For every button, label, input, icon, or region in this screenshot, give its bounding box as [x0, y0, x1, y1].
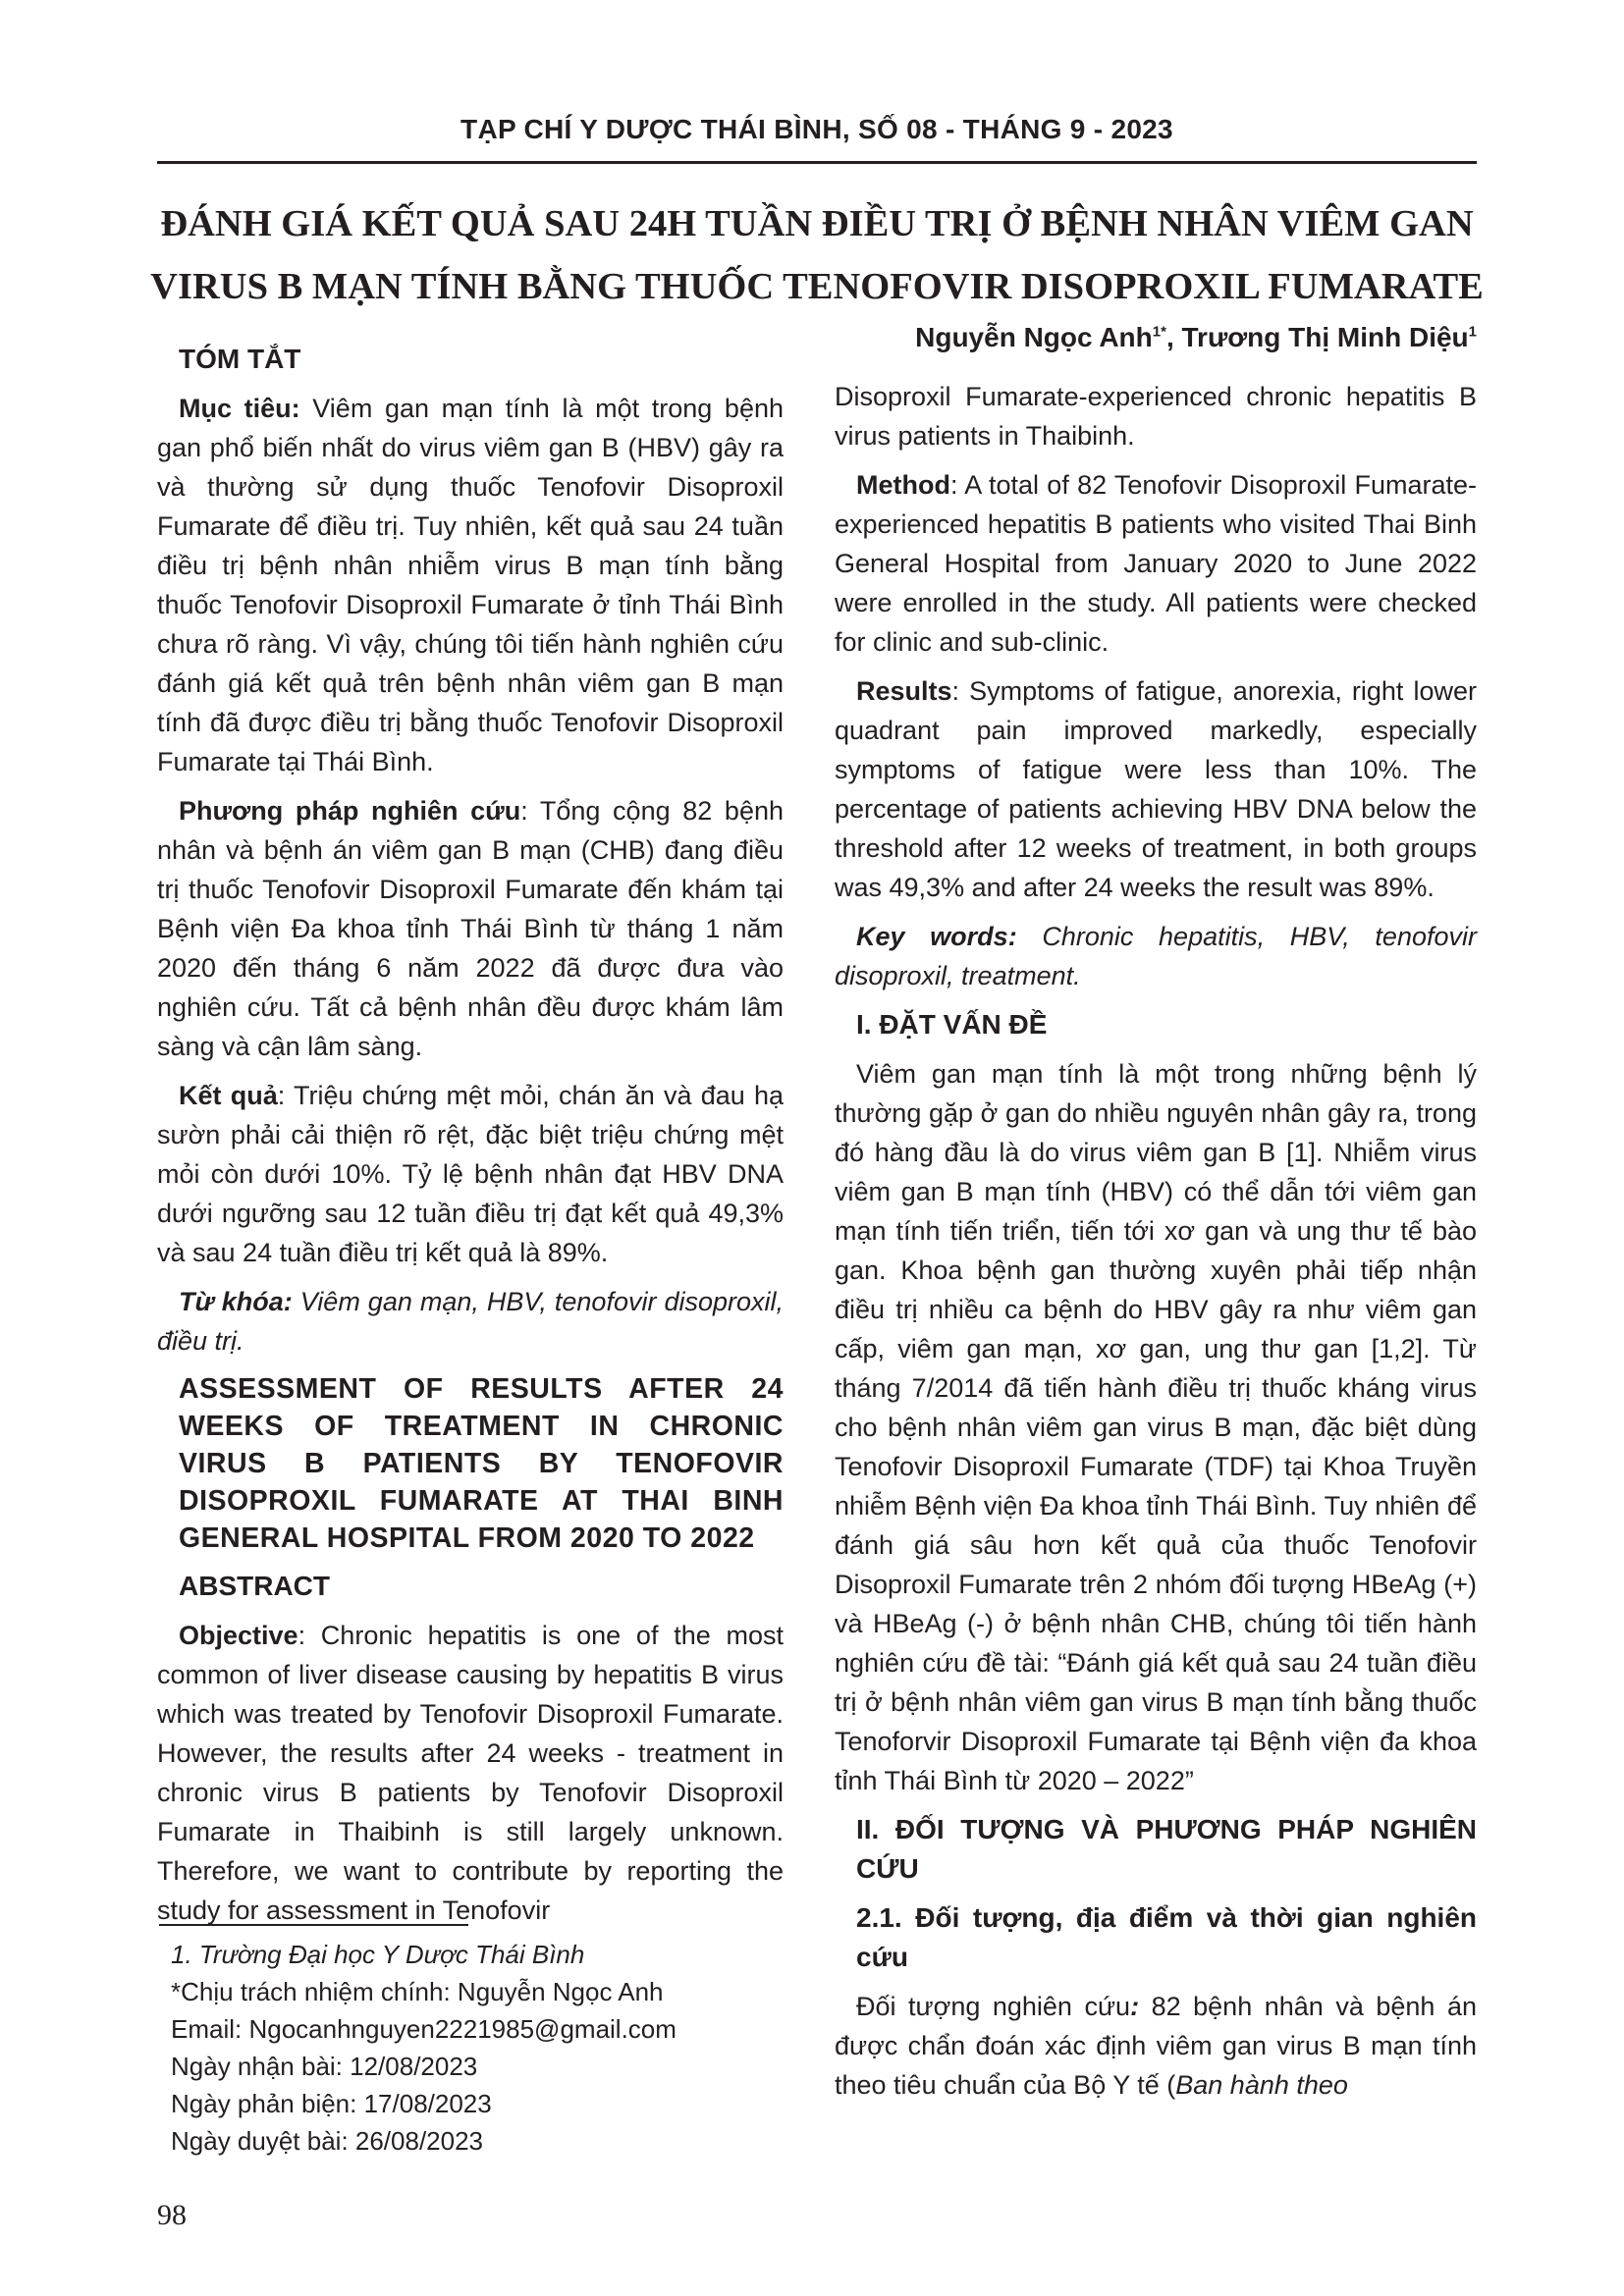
en-keywords-paragraph: [835, 917, 1477, 995]
result-paragraph: [157, 1076, 784, 1272]
en-keywords-label: Key words:: [856, 922, 1017, 951]
footnote-reviewed: Ngày phản biện: 17/08/2023: [171, 2089, 492, 2118]
en-method-text: : A total of 82 Tenofovir Disoproxil Fumarate-experienced hepatitis B patients who visited Thai Binh General Hospital from January 2020 to June 2022 were enrolled in the study. All patients were checked for clinic and sub-clinic.: [835, 470, 1477, 657]
footnote-received: Ngày nhận bài: 12/08/2023: [171, 2052, 478, 2081]
objective-text: Viêm gan mạn tính là một trong bệnh gan phổ biến nhất do virus viêm gan B (HBV) gây ra và thường sử dụng thuốc Tenofovir Disoproxil Fumarate để điều trị. Tuy nhiên, kết quả sau 24 tuần điều trị bệnh nhân nhiễm virus B mạn tính bằng thuốc Tenofovir Disoproxil Fumarate ở tỉnh Thái Bình chưa rõ ràng. Vì vậy, chúng tôi tiến hành nghiên cứu đánh giá kết quả trên bệnh nhân viêm gan B mạn tính đã được điều trị bằng thuốc Tenofovir Disoproxil Fumarate tại Thái Bình.: [157, 394, 784, 776]
objective-paragraph: [157, 389, 784, 781]
en-objective-continued: Disoproxil Fumarate-experienced chronic hepatitis B virus patients in Thaibinh.: [835, 382, 1477, 451]
keywords-label: Từ khóa:: [179, 1287, 293, 1316]
page-number: 98: [157, 2199, 187, 2231]
author-2: Trương Thị Minh Diệu: [1181, 322, 1469, 352]
subjects-paragraph: [835, 1987, 1477, 2105]
en-objective-label: Objective: [179, 1621, 298, 1650]
keywords-paragraph: [157, 1282, 784, 1361]
en-method-label: Method: [856, 470, 950, 500]
method-label: Phương pháp nghiên cứu: [179, 796, 521, 826]
footnote-corresponding: *Chịu trách nhiệm chính: Nguyễn Ngọc Anh: [171, 1977, 664, 2006]
section-2-heading: II. ĐỐI TƯỢNG VÀ PHƯƠNG PHÁP NGHIÊN CỨU: [856, 1814, 1477, 1884]
en-method-paragraph: [835, 465, 1477, 662]
author-1-affiliation: 1*: [1152, 323, 1166, 341]
subjects-text: 82 bệnh nhân và bệnh án được chẩn đoán xác định viêm gan virus B mạn tính theo tiêu chuẩn của Bộ Y tế (: [835, 1992, 1477, 2100]
en-keywords-text: Chronic hepatitis, HBV, tenofovir disoproxil, treatment.: [835, 922, 1477, 990]
section-1-text: Viêm gan mạn tính là một trong những bệnh lý thường gặp ở gan do nhiều nguyên nhân gây ra, trong đó hàng đầu là do virus viêm gan B [1]. Nhiễm virus viêm gan B mạn tính (HBV) có thể dẫn tới viêm gan mạn tính tiến triển, tiến tới xơ gan và ung thư tế bào gan. Khoa bệnh gan thường xuyên phải tiếp nhận điều trị nhiều ca bệnh do HBV gây ra như viêm gan cấp, viêm gan mạn, xơ gan, ung thư gan [1,2]. Từ tháng 7/2014 đã tiến hành điều trị thuốc kháng virus cho bệnh nhân viêm gan virus B mạn, đặc biệt dùng Tenofovir Disoproxil Fumarate (TDF) tại Khoa Truyền nhiễm Bệnh viện Đa khoa tỉnh Thái Bình. Tuy nhiên để đánh giá sâu hơn kết quả của thuốc Tenofovir Disoproxil Fumarate trên 2 nhóm đối tượng HBeAg (+) và HBeAg (-) ở bệnh nhân CHB, chúng tôi tiến hành nghiên cứu đề tài: “Đánh giá kết quả sau 24 tuần điều trị ở bệnh nhân viêm gan virus B mạn tính bằng thuốc Tenoforvir Disoproxil Fumarate tại Bệnh viện đa khoa tỉnh Thái Bình từ 2020 – 2022”: [835, 1059, 1477, 1795]
en-objective-paragraph: [157, 1616, 784, 1930]
footnote-email: Email: Ngocanhnguyen2221985@gmail.com: [171, 2014, 677, 2044]
objective-label: Mục tiêu:: [179, 394, 300, 423]
result-text: : Triệu chứng mệt mỏi, chán ăn và đau hạ sườn phải cải thiện rõ rệt, đặc biệt triệu chứng mệt mỏi còn dưới 10%. Tỷ lệ bệnh nhân đạt HBV DNA dưới ngưỡng sau 12 tuần điều trị đạt kết quả 49,3% và sau 24 tuần điều trị kết quả là 89%.: [157, 1081, 785, 1267]
journal-header: TẠP CHÍ Y DƯỢC THÁI BÌNH, SỐ 08 - THÁNG 9 - 2023: [460, 114, 1173, 144]
section-2-1-heading: 2.1. Đối tượng, địa điểm và thời gian nghiên cứu: [856, 1902, 1477, 1972]
author-separator: ,: [1165, 322, 1182, 352]
subjects-label: Đối tượng nghiên cứu: [856, 1992, 1131, 2021]
author-2-affiliation: 1: [1468, 323, 1477, 341]
footnote-accepted: Ngày duyệt bài: 26/08/2023: [171, 2126, 484, 2156]
summary-heading: TÓM TẮT: [179, 344, 301, 374]
left-column: [157, 334, 784, 1940]
authors: [837, 322, 1477, 353]
en-results-paragraph: [835, 671, 1477, 907]
header-rule: [157, 161, 1477, 164]
footnote-affiliation: 1. Trường Đại học Y Dược Thái Bình: [171, 1940, 585, 1969]
subjects-italic: Ban hành theo: [1175, 2070, 1348, 2100]
title-line-2: VIRUS B MẠN TÍNH BẰNG THUỐC TENOFOVIR DISOPROXIL FUMARATE: [150, 266, 1484, 307]
author-1: Nguyễn Ngọc Anh: [915, 322, 1153, 352]
right-column: [835, 377, 1477, 2114]
subjects-colon: :: [1130, 1992, 1140, 2021]
method-paragraph: [157, 791, 784, 1066]
result-label: Kết quả: [179, 1081, 278, 1110]
title-line-1: ĐÁNH GIÁ KẾT QUẢ SAU 24H TUẦN ĐIỀU TRỊ Ở BỆNH NHÂN VIÊM GAN: [160, 203, 1474, 244]
abstract-heading: ABSTRACT: [179, 1571, 330, 1601]
article-title: [147, 192, 1487, 318]
en-objective-text: : Chronic hepatitis is one of the most common of liver disease causing by hepatitis B virus which was treated by Tenofovir Disoproxil Fumarate. However, the results after 24 weeks - treatment in chronic virus B patients by Tenofovir Disoproxil Fumarate in Thaibinh is still largely unknown. Therefore, we want to contribute by reporting the study for assessment in Tenofovir: [157, 1621, 784, 1925]
section-1-heading: I. ĐẶT VẤN ĐỀ: [856, 1009, 1048, 1040]
footnotes: [171, 1936, 780, 2160]
english-title: ASSESSMENT OF RESULTS AFTER 24 WEEKS OF TREATMENT IN CHRONIC VIRUS B PATIENTS BY TENOFOVIR DISOPROXIL FUMARATE AT THAI BINH GENERAL HOSPITAL FROM 2020 TO 2022: [179, 1373, 784, 1554]
en-results-text: : Symptoms of fatigue, anorexia, right lower quadrant pain improved markedly, especially symptoms of fatigue were less than 10%. The percentage of patients achieving HBV DNA below the threshold after 12 weeks of treatment, in both groups was 49,3% and after 24 weeks the result was 89%.: [835, 676, 1477, 902]
footnote-rule: [159, 1924, 468, 1926]
keywords-text: Viêm gan mạn, HBV, tenofovir disoproxil, điều trị.: [157, 1287, 785, 1356]
en-results-label: Results: [856, 676, 952, 706]
method-text: : Tổng cộng 82 bệnh nhân và bệnh án viêm gan B mạn (CHB) đang điều trị thuốc Tenofovir Disoproxil Fumarate đến khám tại Bệnh viện Đa khoa tỉnh Thái Bình từ tháng 1 năm 2020 đến tháng 6 năm 2022 đã được đưa vào nghiên cứu. Tất cả bệnh nhân đều được khám lâm sàng và cận lâm sàng.: [157, 796, 784, 1061]
